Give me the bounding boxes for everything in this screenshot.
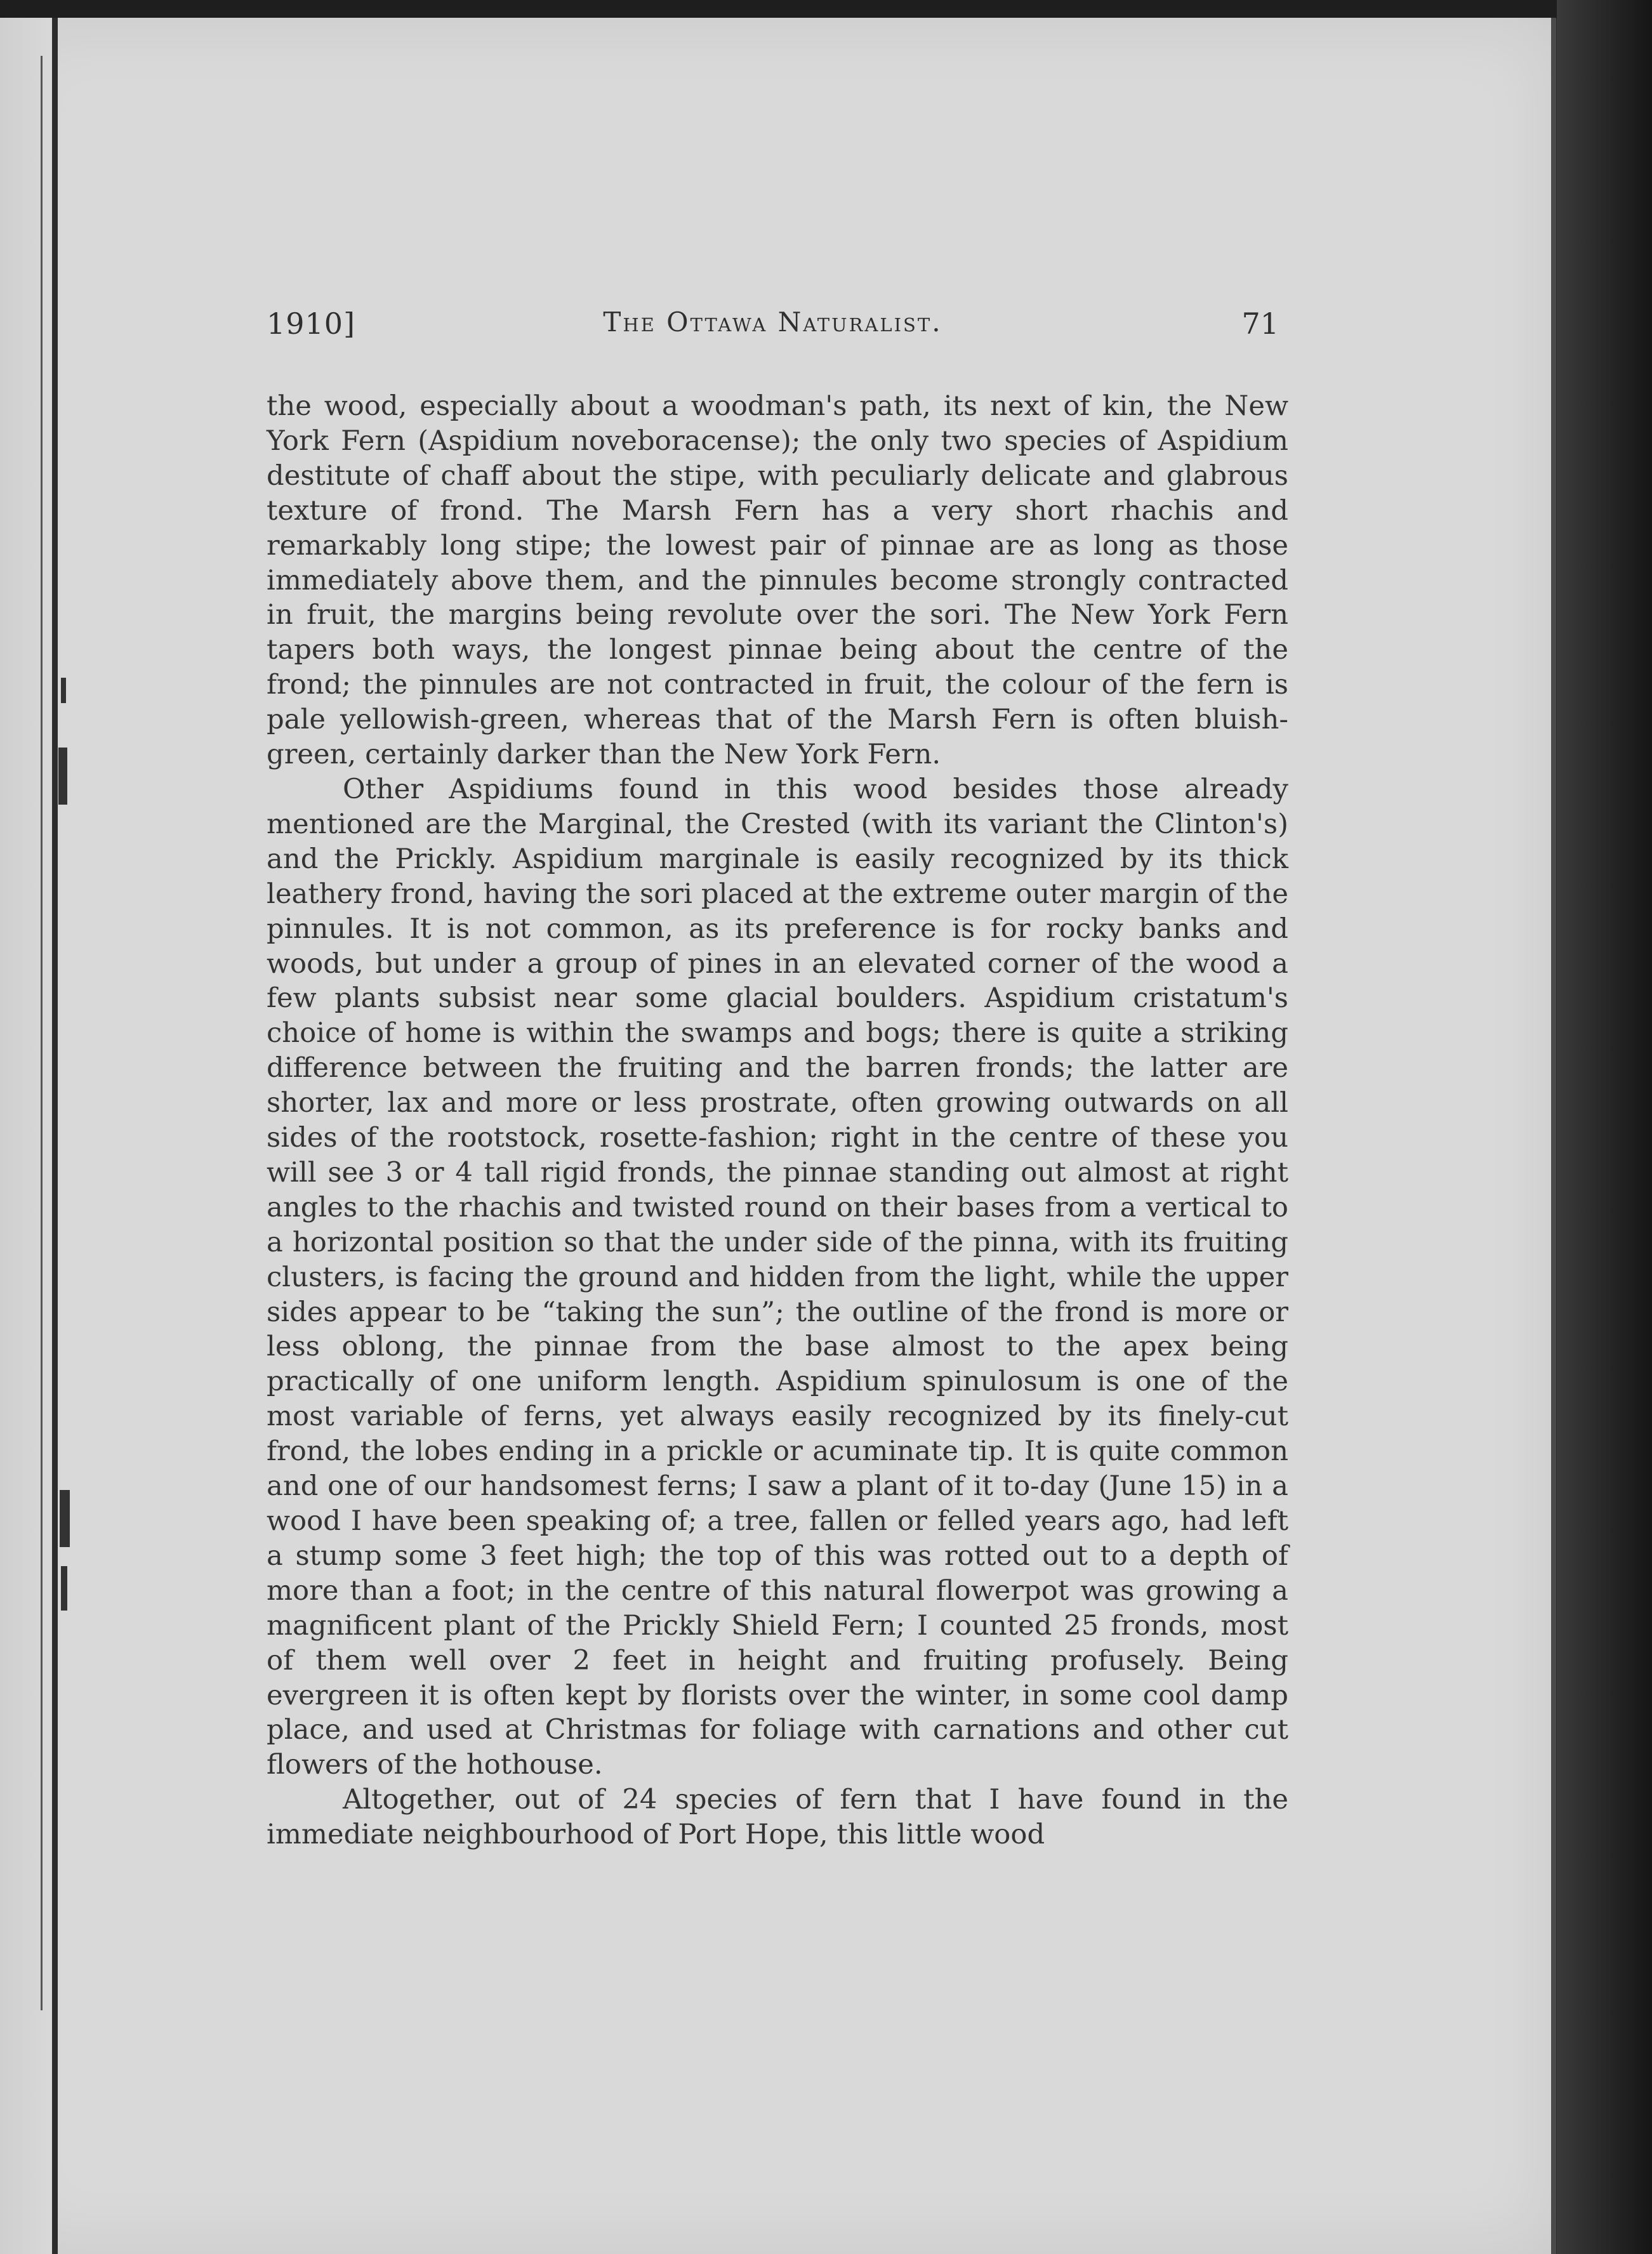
header-page-number: 71	[1241, 306, 1279, 341]
binding-gutter	[0, 18, 57, 2254]
book-page	[0, 18, 1556, 2254]
binding-edge-line	[52, 18, 58, 2254]
paragraph: the wood, especially about a woodman's path, its next of kin, the New York Fern (Aspidium noveboracense); the only two species of Aspidium destitute of chaff about the stipe, with peculiarly delicate and glabrous texture of frond. The Marsh Fern has a very short rhachis and remarkably long stipe; the lowest pair of pinnae are as long as those immediately above them, and the pinnules become strongly contracted in fruit, the margins being revolute over the sori. The New York Fern tapers both ways, the longest pinnae being about the centre of the frond; the pinnules are not contracted in fruit, the colour of the fern is pale yellowish-green, whereas that of the Marsh Fern is often bluish-green, certainly darker than the New York Fern.	[267, 390, 1288, 771]
binding-thread-mark	[60, 1490, 70, 1547]
running-header	[267, 306, 1279, 345]
scan-background-top	[0, 0, 1652, 19]
page-right-edge	[1551, 18, 1556, 2254]
paragraph: Other Aspidiums found in this wood besides those already mentioned are the Marginal, the Crested (with its variant the Clinton's) and the Prickly. Aspidium marginale is easily recognized by its thick leathery frond, having the sori placed at the extreme outer margin of the pinnules. It is not common, as its preference is for rocky banks and woods, but under a group of pines in an elevated corner of the wood a few plants subsist near some glacial boulders. Aspidium cristatum's choice of home is within the swamps and bogs; there is quite a striking difference between the fruiting and the barren fronds; the latter are shorter, lax and more or less prostrate, often growing outwards on all sides of the rootstock, rosette-fashion; right in the centre of these you will see 3 or 4 tall rigid fronds, the pinnae standing out almost at right angles to the rhachis and twisted round on their bases from a vertical to a horizontal position so that the under side of the pinna, with its fruiting clusters, is facing the ground and hidden from the light, while the upper sides appear to be “taking the sun”; the outline of the frond is more or less oblong, the pinnae from the base almost to the apex being practically of one uniform length. Aspidium spinulosum is one of the most variable of ferns, yet always easily recognized by its finely-cut frond, the lobes ending in a prickle or acuminate tip. It is quite common and one of our handsomest ferns; I saw a plant of it to-day (June 15) in a wood I have been speaking of; a tree, fallen or felled years ago, had left a stump some 3 feet high; the top of this was rotted out to a depth of more than a foot; in the centre of this natural flowerpot was growing a magnificent plant of the Prickly Shield Fern; I counted 25 fronds, most of them well over 2 feet in height and fruiting profusely. Being evergreen it is often kept by florists over the winter, in some cool damp place, and used at Christmas for foliage with carnations and other cut flowers of the hothouse.	[267, 773, 1288, 1781]
header-year: 1910]	[267, 306, 356, 341]
binding-thread-mark	[58, 748, 67, 805]
binding-thread-mark	[61, 1566, 67, 1611]
binding-shadow-line	[41, 56, 43, 2010]
article-body	[267, 389, 1288, 1852]
paragraph: Altogether, out of 24 species of fern that I have found in the immediate neighbourhood of Port Hope, this little wood	[267, 1784, 1288, 1851]
scan-background-right	[1557, 0, 1652, 2254]
binding-thread-mark	[61, 678, 66, 703]
header-journal-title: The Ottawa Naturalist.	[603, 306, 942, 338]
